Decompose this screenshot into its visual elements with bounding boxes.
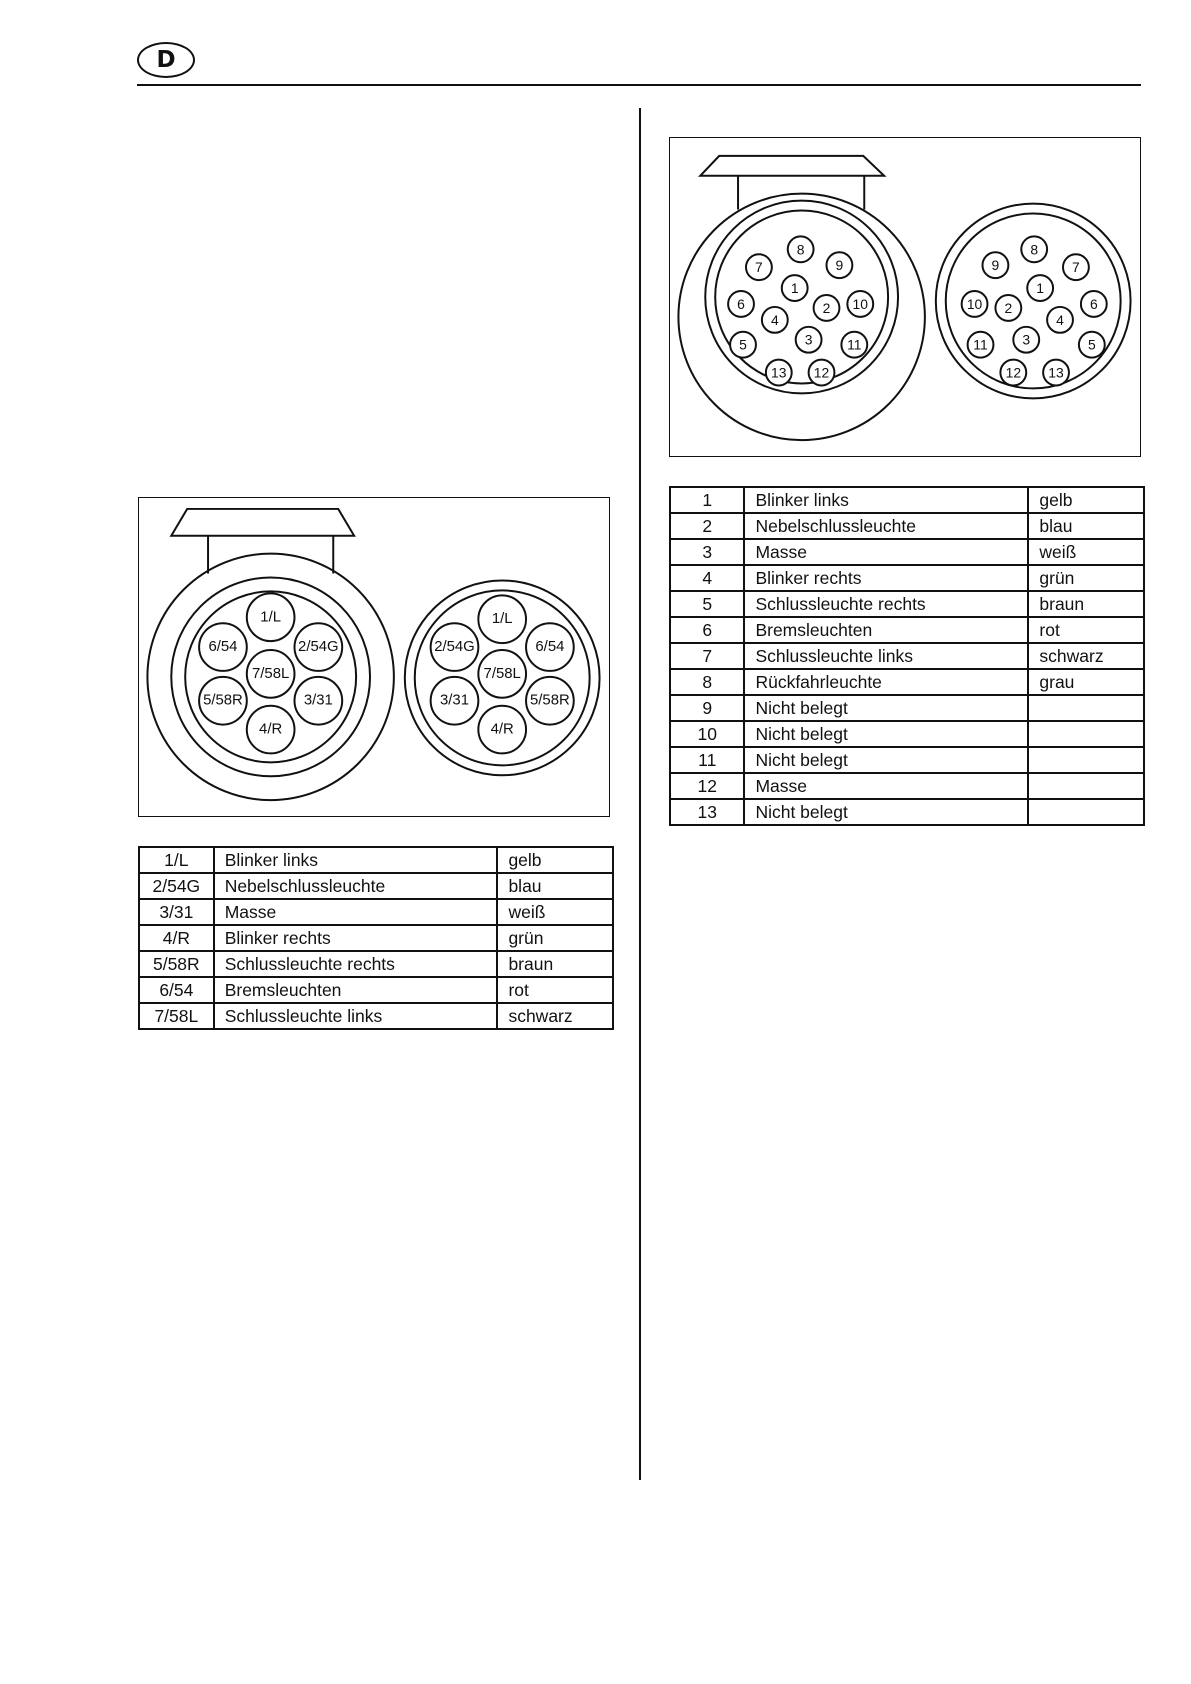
color-cell: blau — [497, 873, 613, 899]
pin-cell: 12 — [670, 773, 744, 799]
color-cell — [1028, 799, 1144, 825]
socket-13pin-housing-top — [700, 156, 884, 176]
pin-label: 7 — [1072, 259, 1080, 276]
table-row — [670, 773, 1144, 799]
table-13pin — [669, 486, 1145, 826]
column-divider — [639, 108, 641, 1480]
pin-cell: 6/54 — [139, 977, 214, 1003]
function-cell: Masse — [744, 773, 1028, 799]
pin-label: 3 — [804, 331, 813, 348]
pin-cell: 9 — [670, 695, 744, 721]
table-row — [670, 487, 1144, 513]
socket-7pin-left-pins — [199, 593, 342, 753]
color-cell: braun — [1028, 591, 1144, 617]
pin-label: 12 — [813, 364, 830, 381]
pin-label: 10 — [852, 295, 869, 312]
pin-label: 7/58L — [483, 665, 521, 682]
pin-label: 2 — [822, 299, 831, 316]
table-row — [670, 695, 1144, 721]
color-cell — [1028, 773, 1144, 799]
pin-label: 9 — [835, 257, 844, 274]
pin-label: 5 — [1087, 336, 1096, 353]
pin-label: 8 — [796, 241, 805, 258]
pin-cell: 2/54G — [139, 873, 214, 899]
function-cell: Schlussleuchte rechts — [744, 591, 1028, 617]
pin-cell: 3/31 — [139, 899, 214, 925]
color-cell — [1028, 747, 1144, 773]
pin-label: 7/58L — [252, 665, 290, 682]
header-rule — [137, 84, 1141, 86]
color-cell: grau — [1028, 669, 1144, 695]
table-row — [139, 873, 613, 899]
pin-cell: 1 — [670, 487, 744, 513]
pin-cell: 7/58L — [139, 1003, 214, 1029]
socket-13pin-diagram — [670, 138, 1140, 456]
pin-label: 6/54 — [208, 639, 238, 656]
color-cell: schwarz — [497, 1003, 613, 1029]
socket-13pin-left-pins — [728, 236, 873, 385]
function-cell: Bremsleuchten — [214, 977, 498, 1003]
color-cell: grün — [497, 925, 613, 951]
table-row — [670, 539, 1144, 565]
pin-label: 4 — [1056, 311, 1064, 328]
pin-label: 6 — [1089, 295, 1098, 312]
pin-cell: 4 — [670, 565, 744, 591]
function-cell: Nicht belegt — [744, 747, 1028, 773]
pin-label: 4 — [770, 311, 779, 328]
color-cell: grün — [1028, 565, 1144, 591]
table-row — [139, 847, 613, 873]
table-row — [139, 977, 613, 1003]
socket-13pin-right-pins — [962, 236, 1107, 385]
table-7pin — [138, 846, 614, 1030]
pin-cell: 4/R — [139, 925, 214, 951]
function-cell: Masse — [214, 899, 498, 925]
color-cell: rot — [1028, 617, 1144, 643]
function-cell: Nicht belegt — [744, 695, 1028, 721]
color-cell: braun — [497, 951, 613, 977]
pin-label: 2 — [1004, 299, 1013, 316]
color-cell: gelb — [1028, 487, 1144, 513]
pin-label: 5/58R — [203, 692, 243, 709]
pin-label: 9 — [991, 257, 1000, 274]
pin-label: 11 — [847, 336, 862, 353]
pin-label: 3 — [1022, 331, 1031, 348]
pin-label: 6 — [737, 295, 745, 312]
table-row — [670, 721, 1144, 747]
table-row — [670, 669, 1144, 695]
pin-cell: 5/58R — [139, 951, 214, 977]
pin-cell: 10 — [670, 721, 744, 747]
pin-label: 12 — [1005, 364, 1022, 381]
socket-13pin-left-outer-ring — [678, 194, 924, 440]
pin-label: 4/R — [259, 721, 283, 738]
pin-label: 2/54G — [434, 639, 475, 656]
table-row — [670, 565, 1144, 591]
pin-label: 3/31 — [303, 692, 333, 709]
pin-label: 6/54 — [535, 639, 565, 656]
pin-label: 13 — [1048, 364, 1064, 381]
function-cell: Rückfahrleuchte — [744, 669, 1028, 695]
socket-7pin-figure — [138, 497, 610, 817]
pin-cell: 5 — [670, 591, 744, 617]
pin-cell: 6 — [670, 617, 744, 643]
function-cell: Nebelschlussleuchte — [214, 873, 498, 899]
table-row — [670, 747, 1144, 773]
function-cell: Blinker links — [744, 487, 1028, 513]
color-cell: rot — [497, 977, 613, 1003]
function-cell: Nicht belegt — [744, 799, 1028, 825]
table-row — [670, 617, 1144, 643]
pin-cell: 2 — [670, 513, 744, 539]
function-cell: Blinker links — [214, 847, 498, 873]
pin-label: 1/L — [491, 611, 513, 628]
pin-label: 8 — [1030, 241, 1039, 258]
color-cell: blau — [1028, 513, 1144, 539]
pin-label: 2/54G — [298, 639, 339, 656]
socket-7pin-housing-top — [171, 509, 354, 536]
socket-13pin-figure — [669, 137, 1141, 457]
function-cell: Masse — [744, 539, 1028, 565]
language-badge: D — [137, 42, 195, 78]
pin-label: 1/L — [260, 609, 282, 626]
table-row — [670, 643, 1144, 669]
socket-7pin-diagram — [139, 498, 609, 816]
function-cell: Blinker rechts — [214, 925, 498, 951]
table-row — [139, 1003, 613, 1029]
pin-label: 7 — [755, 259, 763, 276]
pin-cell: 13 — [670, 799, 744, 825]
color-cell: weiß — [497, 899, 613, 925]
table-row — [670, 513, 1144, 539]
table-row — [670, 799, 1144, 825]
function-cell: Nicht belegt — [744, 721, 1028, 747]
pin-cell: 11 — [670, 747, 744, 773]
pin-label: 10 — [966, 295, 983, 312]
function-cell: Schlussleuchte rechts — [214, 951, 498, 977]
color-cell: weiß — [1028, 539, 1144, 565]
pin-label: 3/31 — [440, 692, 469, 709]
function-cell: Schlussleuchte links — [744, 643, 1028, 669]
pin-label: 13 — [771, 364, 787, 381]
pin-label: 4/R — [490, 721, 514, 738]
table-row — [139, 899, 613, 925]
function-cell: Bremsleuchten — [744, 617, 1028, 643]
socket-7pin-right-pins — [431, 595, 574, 753]
function-cell: Schlussleuchte links — [214, 1003, 498, 1029]
pin-cell: 8 — [670, 669, 744, 695]
color-cell: gelb — [497, 847, 613, 873]
function-cell: Blinker rechts — [744, 565, 1028, 591]
pin-label: 5/58R — [530, 692, 570, 709]
color-cell: schwarz — [1028, 643, 1144, 669]
pin-cell: 3 — [670, 539, 744, 565]
color-cell — [1028, 695, 1144, 721]
table-row — [670, 591, 1144, 617]
color-cell — [1028, 721, 1144, 747]
table-row — [139, 951, 613, 977]
function-cell: Nebelschlussleuchte — [744, 513, 1028, 539]
pin-label: 5 — [739, 336, 747, 353]
pin-cell: 7 — [670, 643, 744, 669]
pin-label: 1 — [1036, 280, 1045, 297]
pin-label: 1 — [790, 280, 799, 297]
pin-cell: 1/L — [139, 847, 214, 873]
pin-label: 11 — [973, 336, 988, 353]
table-row — [139, 925, 613, 951]
